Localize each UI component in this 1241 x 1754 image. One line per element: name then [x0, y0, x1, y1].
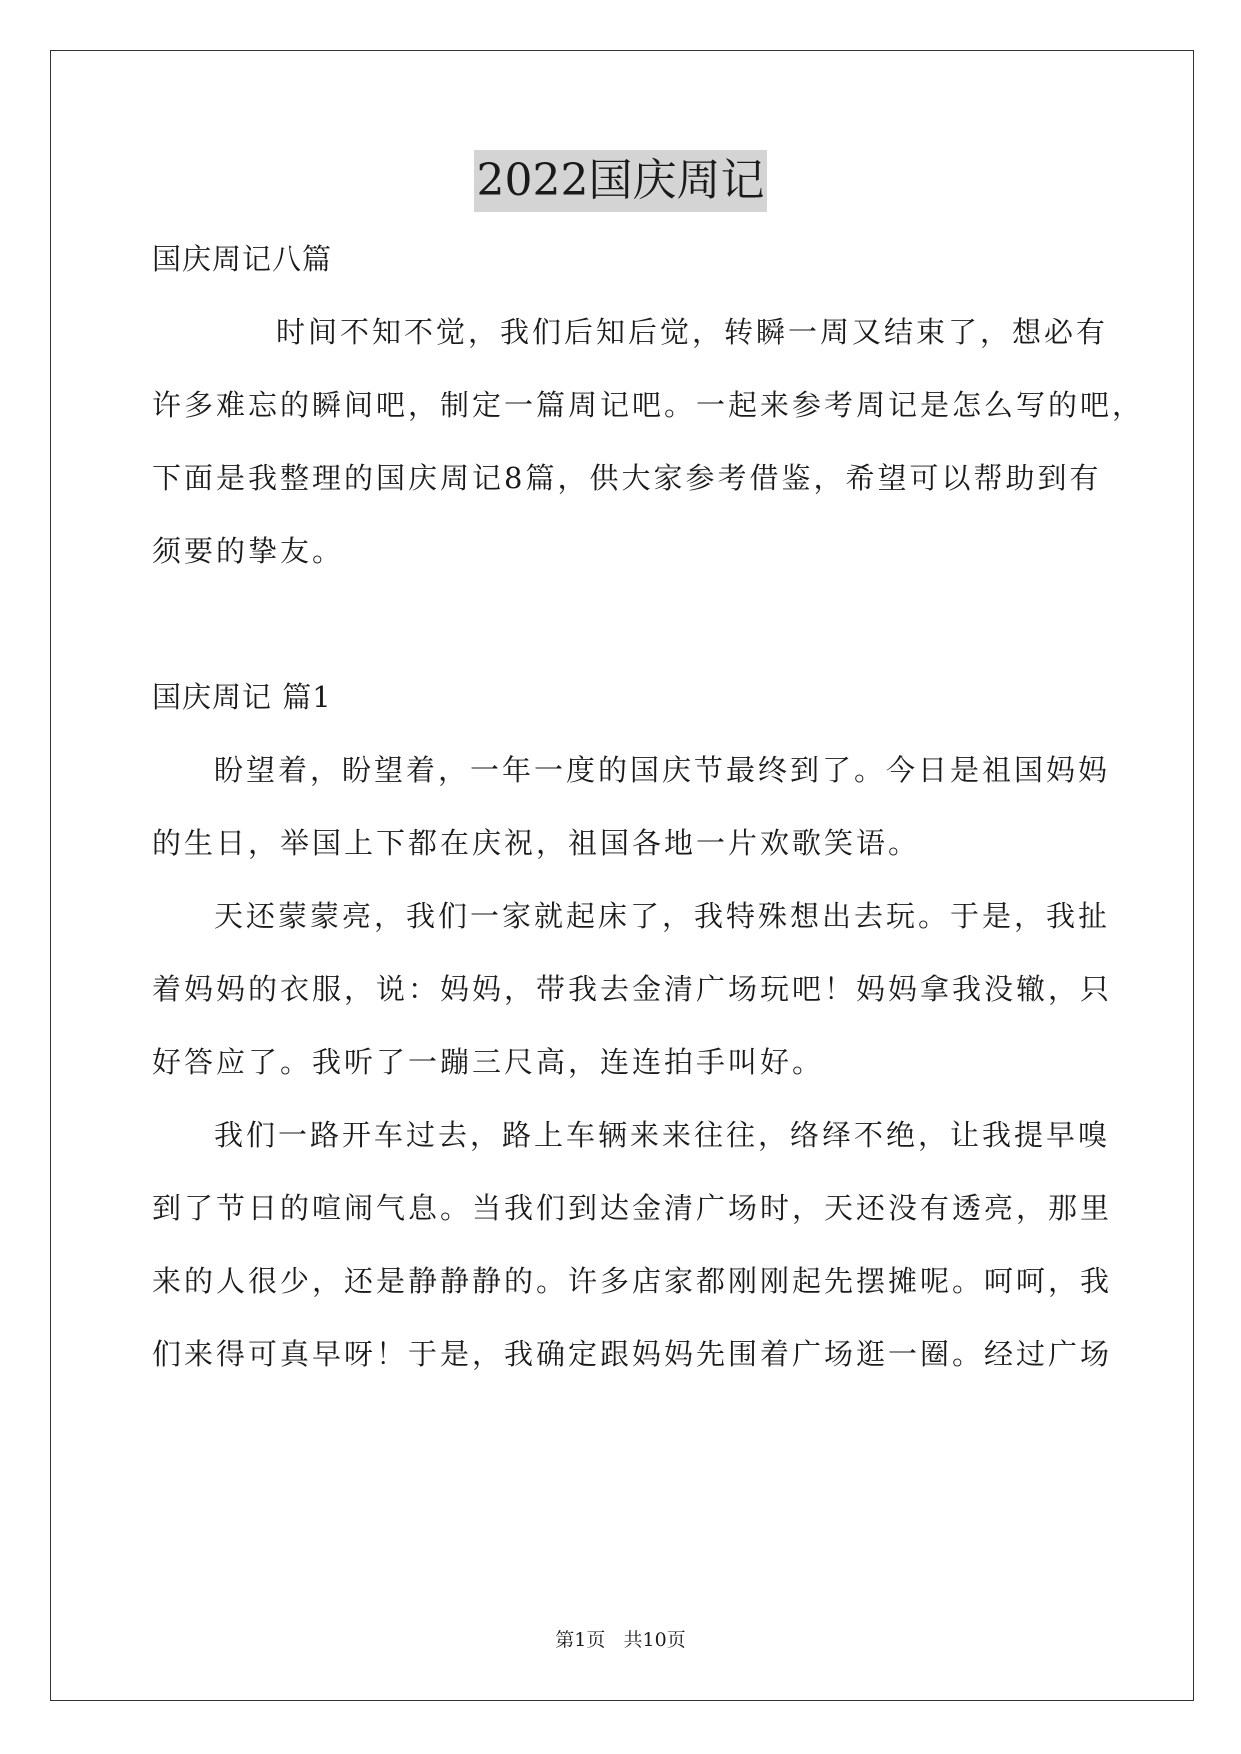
page-total: 共10页 — [623, 1629, 686, 1651]
page-border — [50, 50, 1194, 1701]
title-container — [0, 150, 1241, 212]
body-line-2: 的生日，举国上下都在庆祝，祖国各地一片欢歌笑语。 — [152, 826, 921, 860]
body-line-8: 来的人很少，还是静静静的。许多店家都刚刚起先摆摊呢。呵呵，我 — [152, 1264, 1113, 1298]
body-line-4: 着妈妈的衣服，说：妈妈，带我去金清广场玩吧！妈妈拿我没辙，只 — [152, 972, 1113, 1006]
body-line-3: 天还蒙蒙亮，我们一家就起床了，我特殊想出去玩。于是，我扯 — [214, 899, 1111, 933]
document-title: 2022国庆周记 — [474, 150, 768, 212]
intro-line-3: 下面是我整理的国庆周记8篇，供大家参考借鉴，希望可以帮助到有 — [152, 461, 1102, 495]
intro-line-4: 须要的挚友。 — [152, 534, 345, 568]
page-number: 第1页 — [555, 1629, 606, 1651]
intro-line-2: 许多难忘的瞬间吧，制定一篇周记吧。一起来参考周记是怎么写的吧， — [152, 388, 1145, 422]
body-line-7: 到了节日的喧闹气息。当我们到达金清广场时，天还没有透亮，那里 — [152, 1191, 1113, 1225]
body-line-9: 们来得可真早呀！于是，我确定跟妈妈先围着广场逛一圈。经过广场 — [152, 1337, 1113, 1371]
page-footer — [0, 1628, 1241, 1652]
body-line-6: 我们一路开车过去，路上车辆来来往往，络绎不绝，让我提早嗅 — [214, 1118, 1111, 1152]
body-line-1: 盼望着，盼望着，一年一度的国庆节最终到了。今日是祖国妈妈 — [214, 753, 1111, 787]
section-heading: 国庆周记 篇1 — [152, 680, 332, 714]
document-subtitle: 国庆周记八篇 — [152, 242, 333, 276]
body-line-5: 好答应了。我听了一蹦三尺高，连连拍手叫好。 — [152, 1045, 825, 1079]
intro-line-1: 时间不知不觉，我们后知后觉，转瞬一周又结束了，想必有 — [276, 315, 1109, 349]
